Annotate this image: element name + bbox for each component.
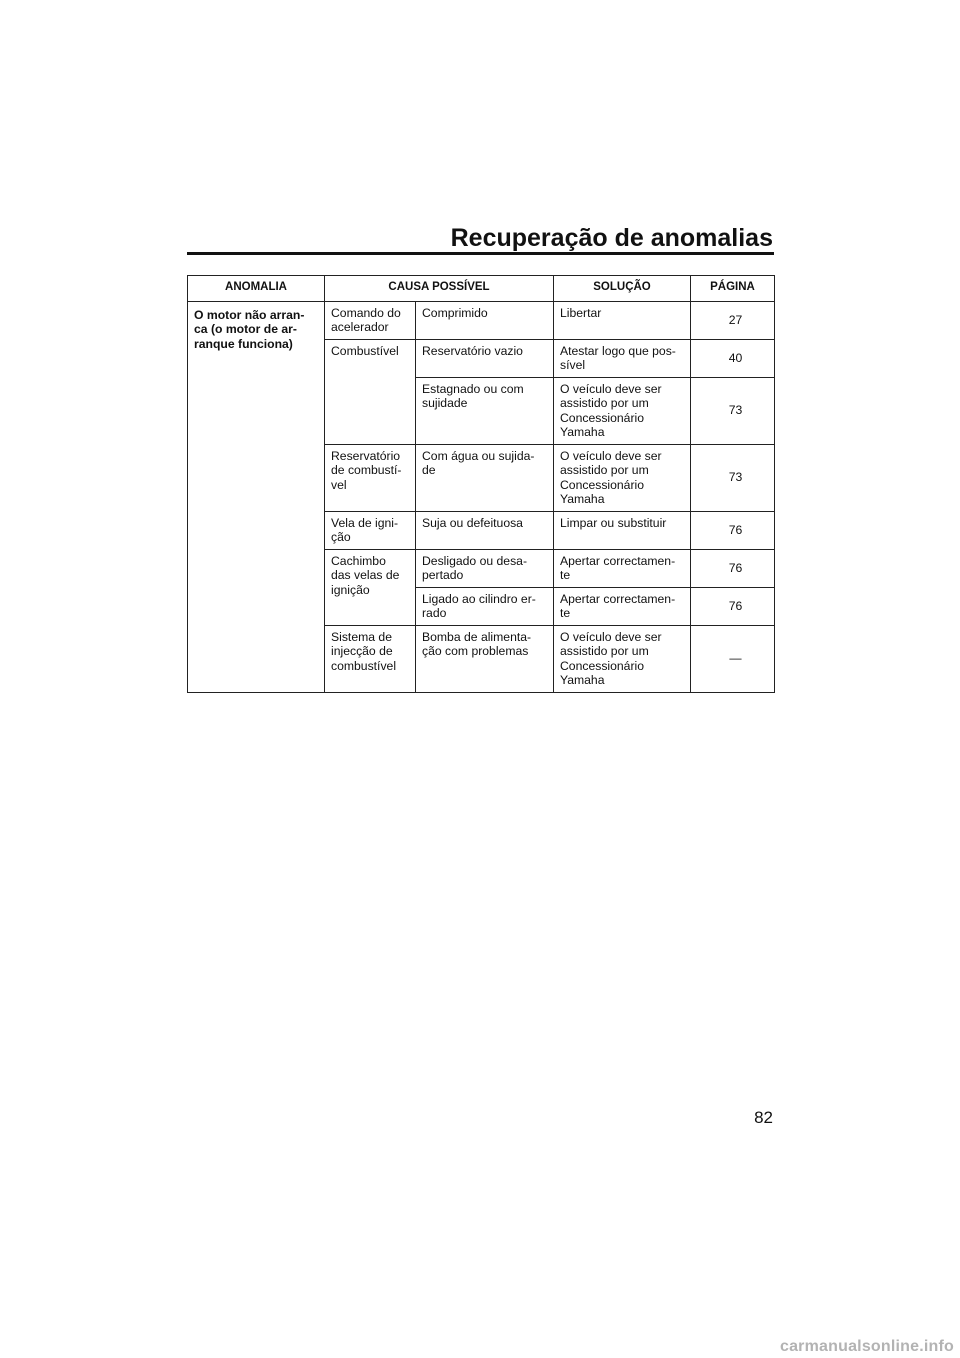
column-header-anomalia: ANOMALIA [188, 276, 325, 302]
page-ref-cell: — [691, 625, 775, 692]
detail-cell: Bomba de alimenta- ção com problemas [416, 625, 554, 692]
cause-cell: Reservatório de combustí- vel [325, 444, 416, 511]
detail-cell: Desligado ou desa- pertado [416, 549, 554, 587]
cause-cell: Vela de igni- ção [325, 511, 416, 549]
solution-cell: Limpar ou substituir [554, 511, 691, 549]
symptom-cell: O motor não arran- ca (o motor de ar- ranque funciona) [188, 301, 325, 692]
page-ref-cell: 40 [691, 339, 775, 377]
solution-cell: O veículo deve ser assistido por um Concessionário Yamaha [554, 444, 691, 511]
column-header-causa: CAUSA POSSÍVEL [325, 276, 554, 302]
cause-cell: Sistema de injecção de combustível [325, 625, 416, 692]
column-header-solucao: SOLUÇÃO [554, 276, 691, 302]
detail-cell: Reservatório vazio [416, 339, 554, 377]
cause-cell: Combustível [325, 339, 416, 444]
detail-cell: Comprimido [416, 301, 554, 339]
detail-cell: Estagnado ou com sujidade [416, 377, 554, 444]
solution-cell: O veículo deve ser assistido por um Concessionário Yamaha [554, 377, 691, 444]
page-number: 82 [754, 1108, 773, 1127]
page-ref-cell: 76 [691, 511, 775, 549]
page-ref-cell: 27 [691, 301, 775, 339]
solution-cell: Apertar correctamen- te [554, 587, 691, 625]
solution-cell: Libertar [554, 301, 691, 339]
solution-cell: Atestar logo que pos- sível [554, 339, 691, 377]
page-ref-cell: 73 [691, 377, 775, 444]
title-rule [187, 252, 774, 255]
watermark-text: carmanualsonline.info [779, 1338, 954, 1355]
detail-cell: Com água ou sujida- de [416, 444, 554, 511]
troubleshooting-table [187, 275, 775, 693]
solution-cell: Apertar correctamen- te [554, 549, 691, 587]
detail-cell: Suja ou defeituosa [416, 511, 554, 549]
page-title: Recuperação de anomalias [450, 224, 773, 252]
detail-cell: Ligado ao cilindro er- rado [416, 587, 554, 625]
page-ref-cell: 76 [691, 549, 775, 587]
table-header-row [188, 276, 775, 302]
cause-cell: Comando do acelerador [325, 301, 416, 339]
table-row [188, 301, 775, 339]
page-ref-cell: 73 [691, 444, 775, 511]
column-header-pagina: PÁGINA [691, 276, 775, 302]
solution-cell: O veículo deve ser assistido por um Concessionário Yamaha [554, 625, 691, 692]
cause-cell: Cachimbo das velas de ignição [325, 549, 416, 625]
page-ref-cell: 76 [691, 587, 775, 625]
